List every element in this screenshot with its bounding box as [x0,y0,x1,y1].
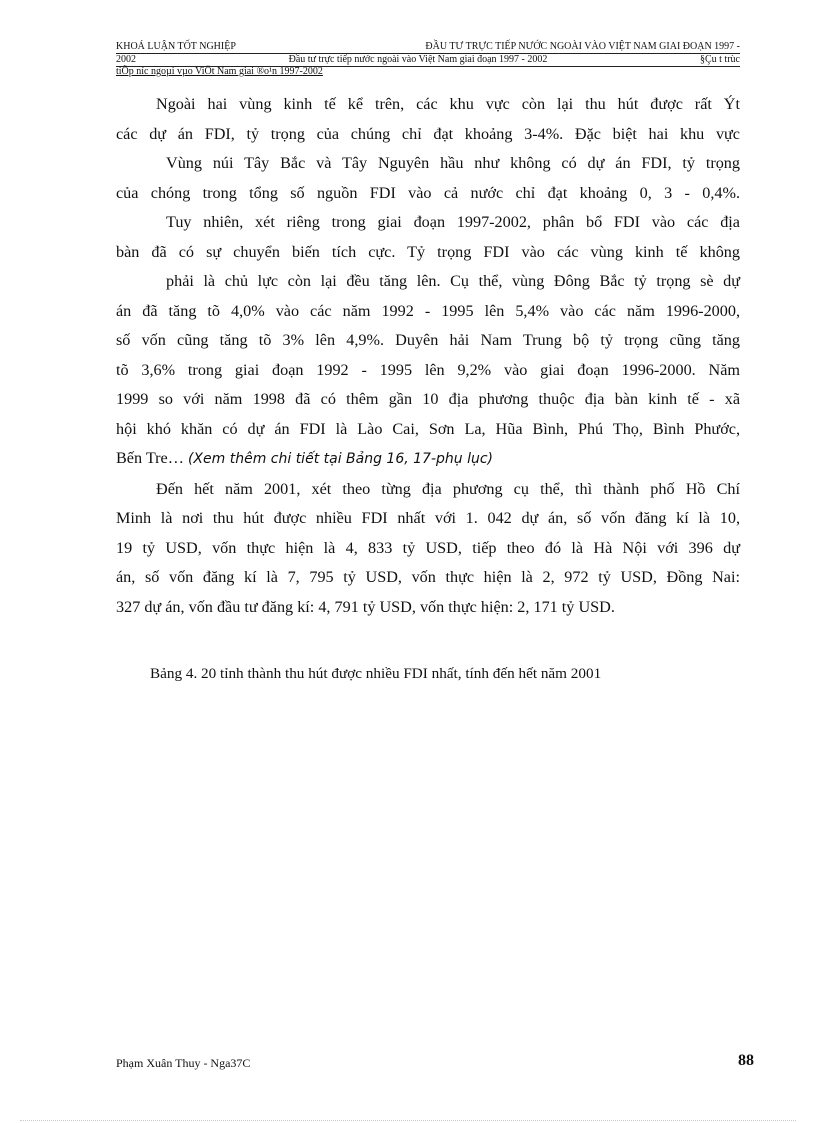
text-line: bàn đã có sự chuyển biến tích cực. Tỷ trọng FDI vào các vùng kinh tế không [116,242,740,261]
running-header [116,41,740,54]
text-line: án đã tăng tõ 4,0% vào các năm 1992 - 1995 lên 5,4% vào các năm 1996-2000, [116,301,740,320]
text-line: án, số vốn đăng kí là 7, 795 tỷ USD, vốn thực hiện là 2, 972 tỷ USD, Đồng Nai: [116,568,740,586]
text-line: Vùng núi Tây Bắc và Tây Nguyên hầu như không có dự án FDI, tỷ trọng [166,154,740,172]
text-line: Minh là nơi thu hút được nhiều FDI nhất với 1. 042 dự án, số vốn đăng kí là 10, [116,509,740,527]
text-line: phải là chủ lực còn lại đều tăng lên. Cụ thể, vùng Đông Bắc tỷ trọng sè dự [166,272,740,290]
text-line [116,444,740,475]
text-line: tõ 3,6% trong giai đoạn 1992 - 1995 lên 9,2% vào giai đoạn 1996-2000. Năm [116,360,740,379]
text-line: các dự án FDI, tỷ trọng của chúng chỉ đạt khoảng 3-4%. Đặc biệt hai khu vực [116,124,740,143]
appendix-reference: (Xem thêm chi tiết tại Bảng 16, 17-phụ lục) [187,451,494,467]
header-year: 2002 [116,54,136,65]
header-garbled-right: §Çu t trùc [699,54,740,65]
paragraph-3 [116,475,740,623]
header-left-title: KHOÁ LUẬN TỐT NGHIỆP [116,41,236,52]
page-edge-divider [20,1120,796,1121]
text-line: 327 dự án, vốn đầu tư đăng kí: 4, 791 tỷ USD, vốn thực hiện: 2, 171 tỷ USD. [116,597,615,616]
document-body [116,90,740,622]
text-line: Đến hết năm 2001, xét theo từng địa phương cụ thể, thì thành phố Hồ Chí [156,479,740,498]
paragraph-1 [116,90,740,208]
text-line: Tuy nhiên, xét riêng trong giai đoạn 1997-2002, phân bổ FDI vào các địa [166,213,740,231]
page-number: 88 [738,1052,754,1069]
text-line: Ngoài hai vùng kinh tế kể trên, các khu vực còn lại thu hút được rất Ýt [156,95,740,113]
text-line: hội khó khăn có dự án FDI là Lào Cai, Sơn La, Hũa Bình, Phú Thọ, Bình Phước, [116,419,740,438]
text-line: 19 tỷ USD, vốn thực hiện là 4, 833 tỷ USD, tiếp theo đó là Hà Nội với 396 dự [116,538,740,557]
text-fragment: Bến Tre… [116,449,184,467]
table-caption: Bảng 4. 20 tỉnh thành thu hút được nhiều FDI nhất, tính đến hết năm 2001 [150,665,602,682]
text-line: của chóng trong tổng số nguồn FDI vào cả nước chỉ đạt khoảng 0, 3 - 0,4%. [116,183,740,202]
paragraph-2 [116,208,740,475]
running-header-line3: tiÕp níc ngoµi vµo ViÖt Nam giai ®o¹n 1997-2002 [116,66,323,77]
header-right-title: ĐẦU TƯ TRỰC TIẾP NƯỚC NGOÀI VÀO VIỆT NAM GIAI ĐOẠN 1997 - [425,41,740,52]
text-line: số vốn cũng tăng tõ 3% lên 4,9%. Duyên hải Nam Trung bộ tỷ trọng cũng tăng [116,331,740,349]
text-line: 1999 so với năm 1998 đã có thêm gần 10 địa phương thuộc địa bàn kinh tế - xã [116,390,740,408]
footer-author: Phạm Xuân Thuy - Nga37C [116,1056,251,1070]
header-subtitle: Đầu tư trực tiếp nước ngoài vào Việt Nam giai đoạn 1997 - 2002 [288,54,548,65]
